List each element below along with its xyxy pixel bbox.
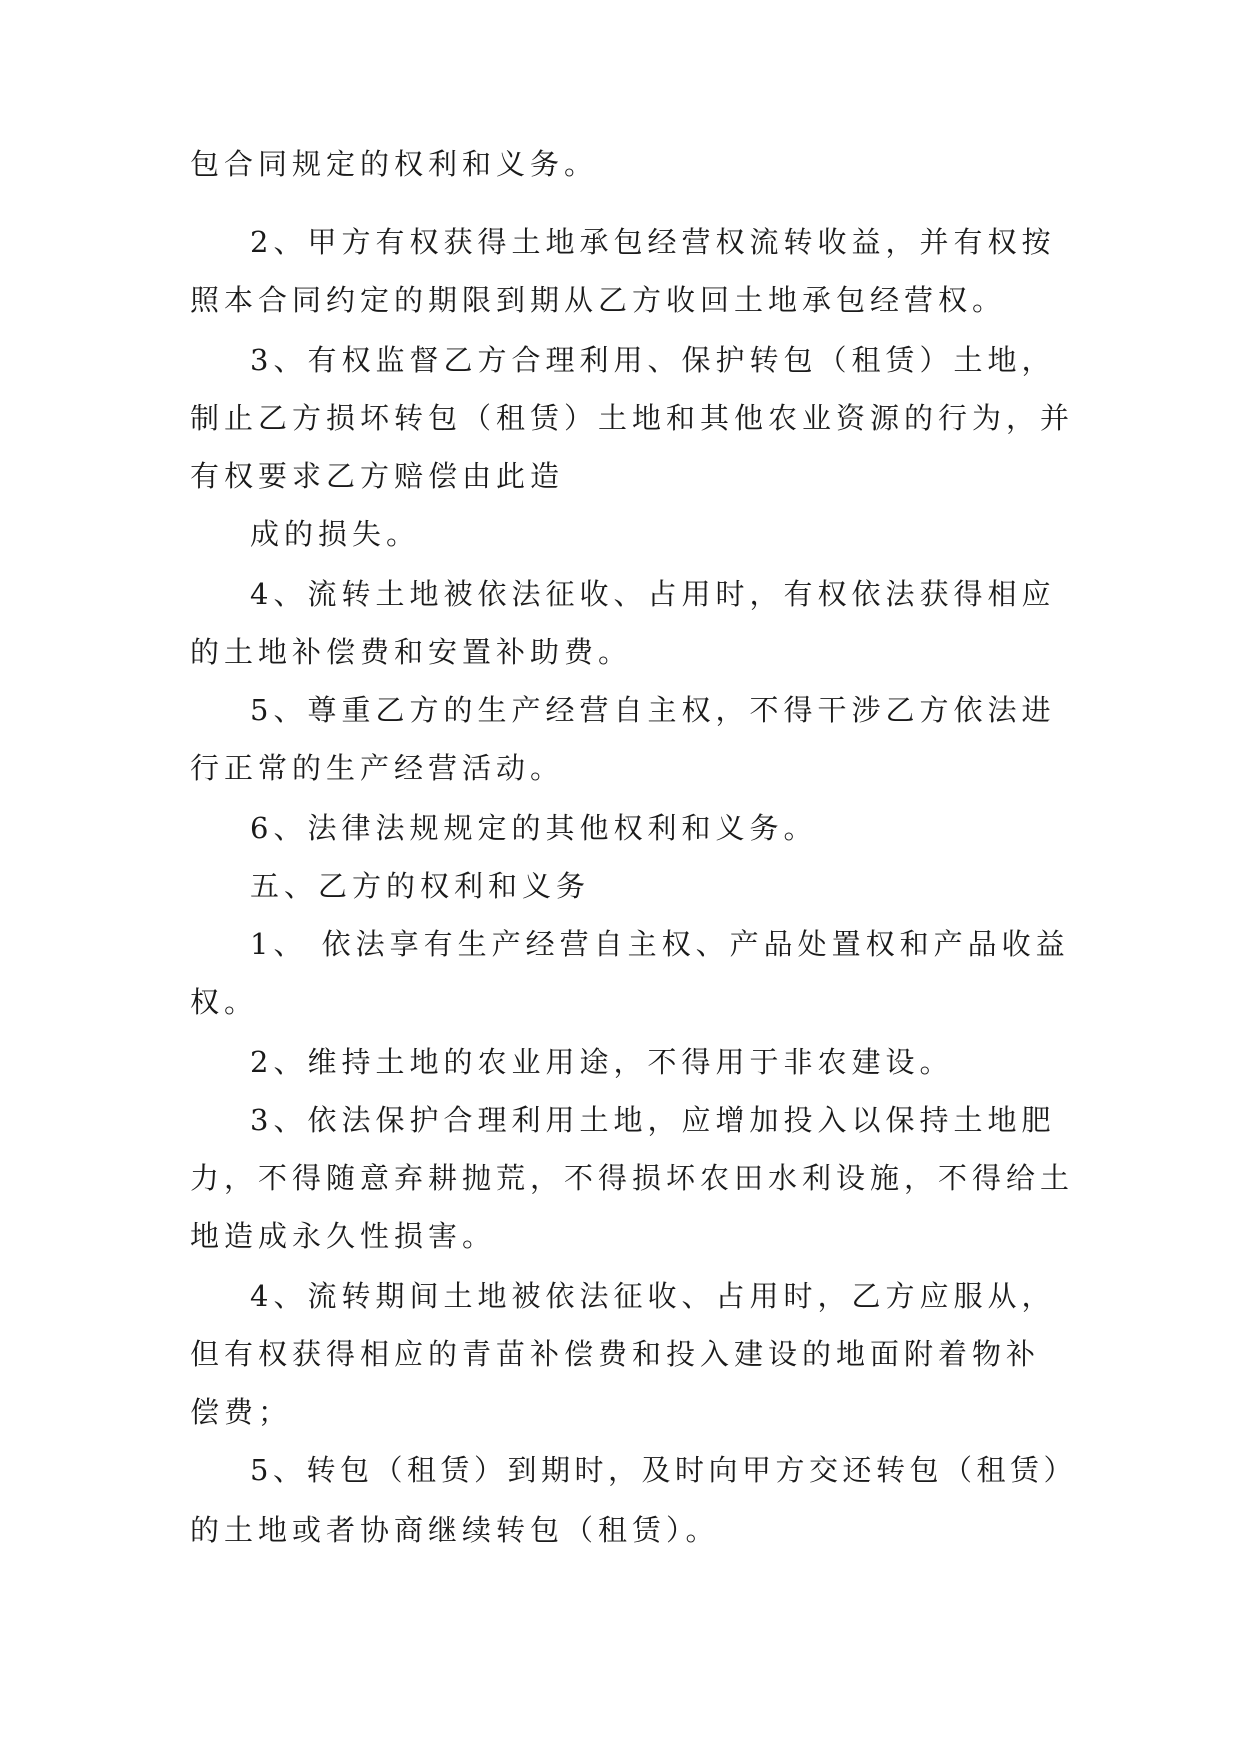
text-line: 行正常的生产经营活动。 bbox=[190, 751, 565, 785]
text-line: 4、流转土地被依法征收、占用时，有权依法获得相应 bbox=[250, 577, 1056, 611]
text-line: 6、法律法规规定的其他权利和义务。 bbox=[250, 811, 818, 845]
text-line: 包合同规定的权利和义务。 bbox=[190, 147, 599, 181]
text-line: 1、 依法享有生产经营自主权、产品处置权和产品收益 bbox=[250, 927, 1070, 961]
text-line: 地造成永久性损害。 bbox=[190, 1219, 497, 1253]
text-line: 3、有权监督乙方合理利用、保护转包（租赁）土地， bbox=[250, 343, 1056, 377]
section-heading: 五、乙方的权利和义务 bbox=[250, 869, 591, 903]
text-line: 4、流转期间土地被依法征收、占用时，乙方应服从， bbox=[250, 1279, 1056, 1313]
text-line: 2、维持土地的农业用途，不得用于非农建设。 bbox=[250, 1045, 954, 1079]
text-line: 偿费； bbox=[190, 1395, 293, 1429]
text-line: 的土地或者协商继续转包（租赁）。 bbox=[190, 1513, 720, 1547]
text-line: 2、甲方有权获得土地承包经营权流转收益，并有权按 bbox=[250, 225, 1056, 259]
text-line: 有权要求乙方赔偿由此造 bbox=[190, 459, 565, 493]
text-line: 照本合同约定的期限到期从乙方收回土地承包经营权。 bbox=[190, 283, 1007, 317]
text-line: 成的损失。 bbox=[250, 517, 421, 551]
text-line: 3、依法保护合理利用土地，应增加投入以保持土地肥 bbox=[250, 1103, 1056, 1137]
text-line: 制止乙方损坏转包（租赁）土地和其他农业资源的行为，并 bbox=[190, 401, 1075, 435]
text-line: 的土地补偿费和安置补助费。 bbox=[190, 635, 633, 669]
text-line: 5、转包（租赁）到期时，及时向甲方交还转包（租赁） bbox=[250, 1453, 1077, 1487]
text-line: 力，不得随意弃耕抛荒，不得损坏农田水利设施，不得给土 bbox=[190, 1161, 1075, 1195]
text-line: 5、尊重乙方的生产经营自主权，不得干涉乙方依法进 bbox=[250, 693, 1056, 727]
text-line: 权。 bbox=[190, 985, 259, 1019]
text-line: 但有权获得相应的青苗补偿费和投入建设的地面附着物补 bbox=[190, 1337, 1041, 1371]
